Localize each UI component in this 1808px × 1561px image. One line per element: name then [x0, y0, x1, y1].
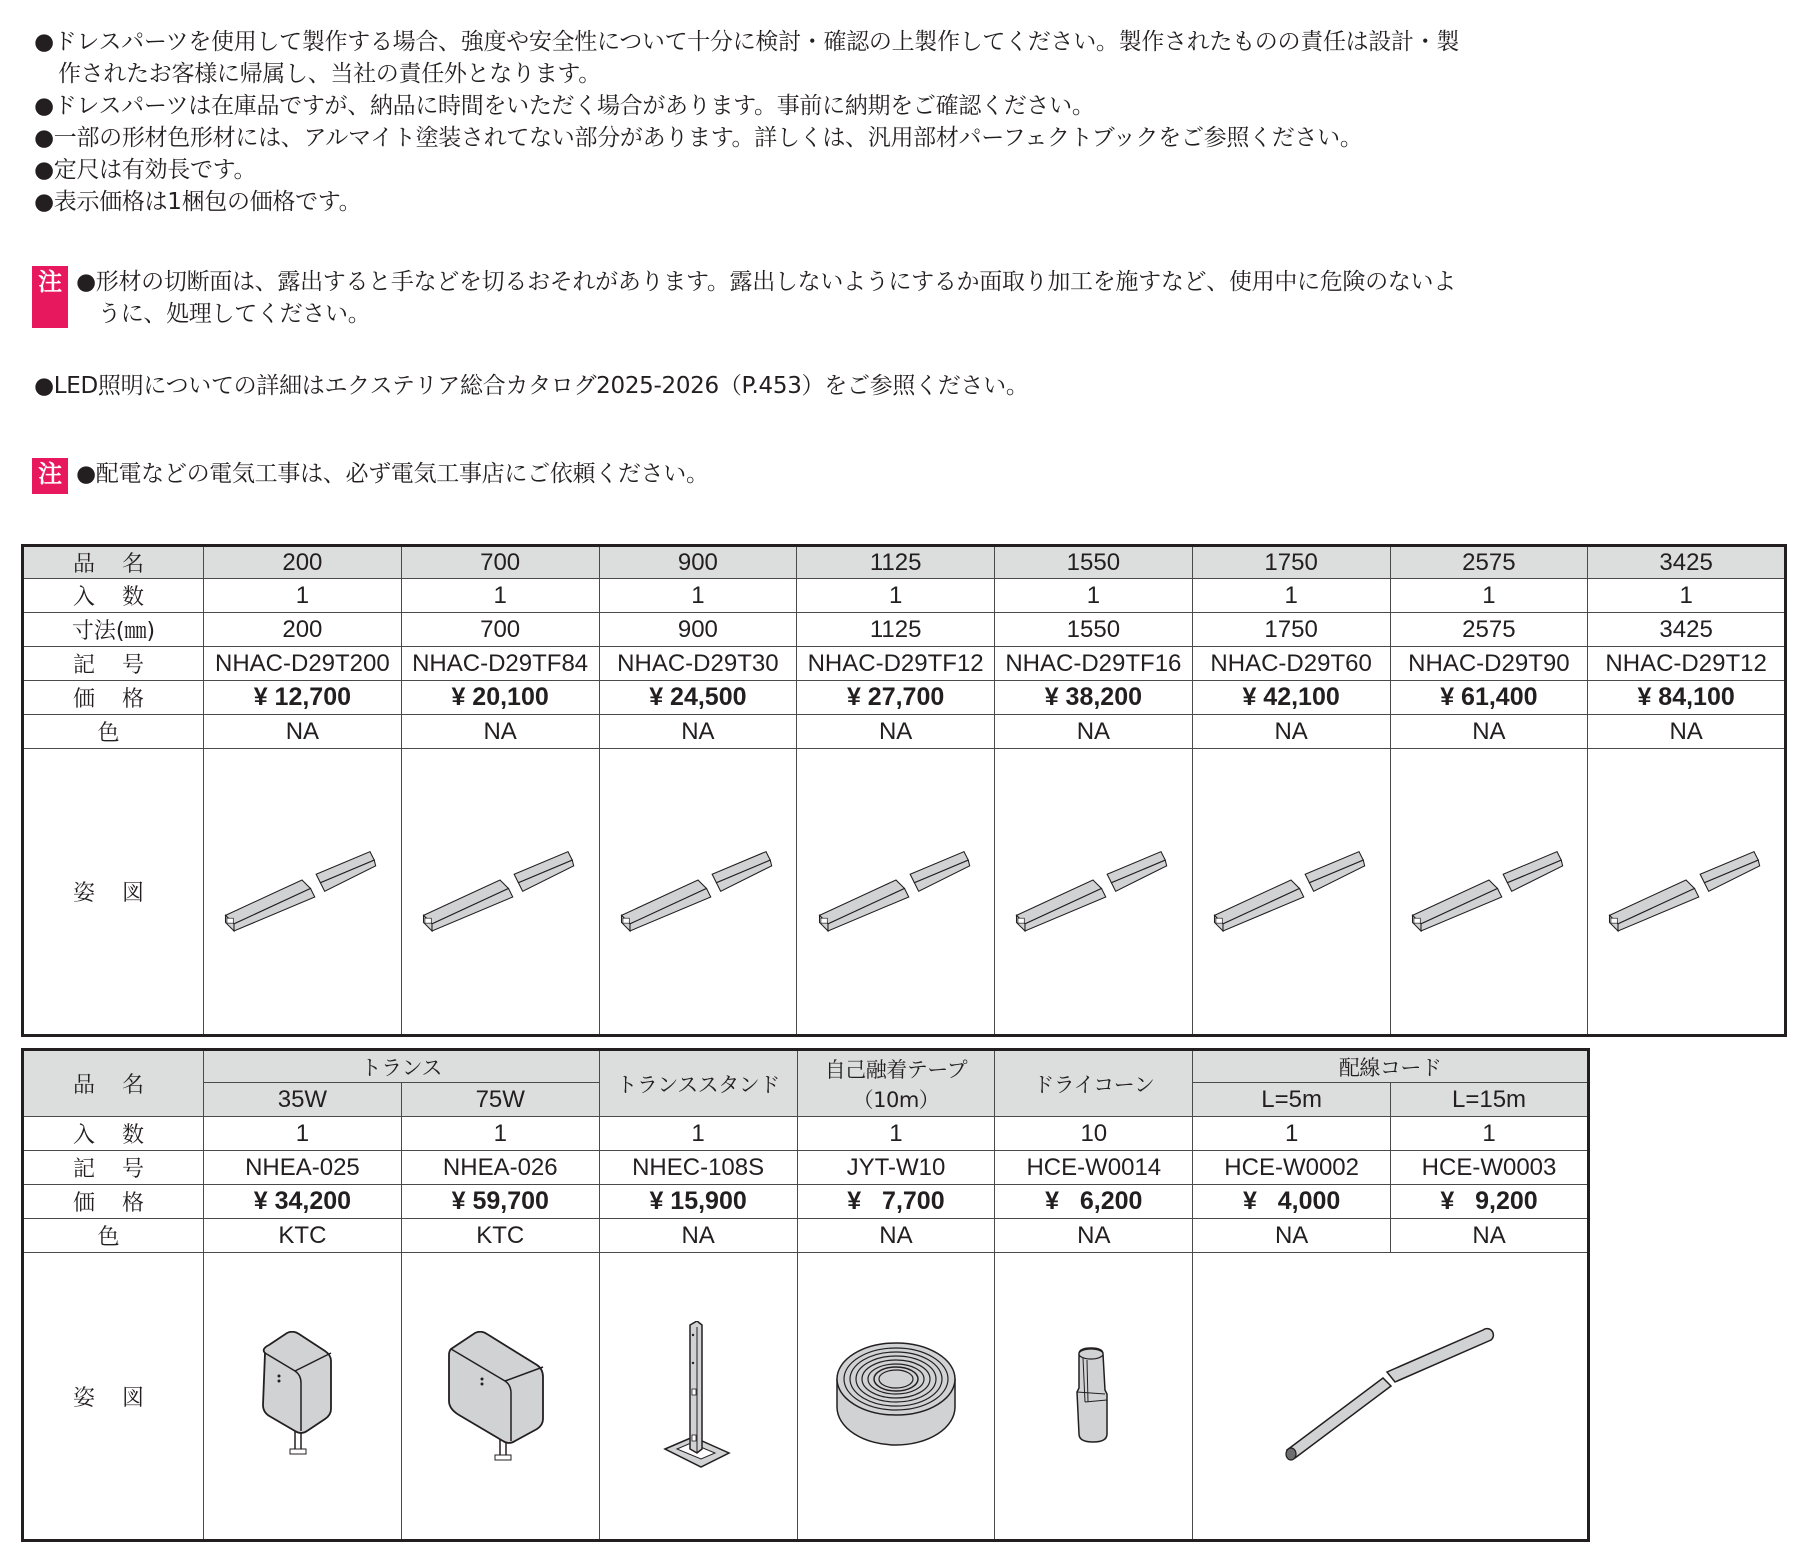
cell-price: ¥ 20,100 [401, 681, 599, 715]
cell-name: 1550 [995, 546, 1193, 579]
row-color [23, 1219, 1589, 1253]
cell-qty: 1 [1192, 579, 1390, 613]
cell-price: ¥ 9,200 [1391, 1185, 1589, 1219]
cell-size: 200 [204, 613, 402, 647]
label-quantity: 入 数 [23, 579, 204, 613]
cell-size: 2575 [1390, 613, 1588, 647]
row-product-name [23, 546, 1786, 579]
wiring-cord-illustration [1193, 1253, 1589, 1541]
tape-length: （10m） [852, 1087, 940, 1112]
cell-code: NHAC-D29T12 [1588, 647, 1786, 681]
cell-price: ¥ 15,900 [599, 1185, 797, 1219]
group-wiring-cord: 配線コード [1193, 1050, 1589, 1083]
cell-size: 1750 [1192, 613, 1390, 647]
cell-code: HCE-W0014 [995, 1151, 1193, 1185]
row-price [23, 1185, 1589, 1219]
cell-size: 1125 [797, 613, 995, 647]
cell-qty: 1 [401, 579, 599, 613]
warning-electrical [32, 458, 709, 494]
cell-sub: L=15m [1391, 1083, 1589, 1117]
cell-color: NA [797, 715, 995, 749]
row-code [23, 647, 1786, 681]
cell-code: NHEC-108S [599, 1151, 797, 1185]
cell-qty: 1 [1390, 579, 1588, 613]
cell-name: 200 [204, 546, 402, 579]
led-bar-illustration [204, 749, 402, 1036]
row-quantity [23, 1117, 1589, 1151]
cell-color: NA [1391, 1219, 1589, 1253]
general-notes [34, 26, 1594, 218]
cell-qty: 1 [599, 579, 797, 613]
label-figure: 姿 図 [23, 749, 204, 1036]
cell-price: ¥ 24,500 [599, 681, 797, 715]
tape-title: 自己融着テープ [824, 1057, 968, 1082]
cell-qty: 1 [204, 579, 402, 613]
row-figure [23, 1253, 1589, 1541]
cell-code: NHEA-025 [204, 1151, 402, 1185]
cell-code: JYT-W10 [797, 1151, 995, 1185]
accessories-spec-table [21, 1048, 1590, 1542]
cell-color: NA [204, 715, 402, 749]
led-bar-illustration [1588, 749, 1786, 1036]
row-figure [23, 749, 1786, 1036]
label-product-name: 品 名 [23, 1050, 204, 1117]
cell-color: NA [995, 715, 1193, 749]
cell-sub: 35W [204, 1083, 402, 1117]
label-size: 寸法(㎜) [23, 613, 204, 647]
label-quantity: 入 数 [23, 1117, 204, 1151]
note-line: ●定尺は有効長です。 [34, 157, 257, 183]
cell-qty: 1 [995, 579, 1193, 613]
label-price: 価 格 [23, 681, 204, 715]
cell-size: 3425 [1588, 613, 1786, 647]
cell-price: ¥ 6,200 [995, 1185, 1193, 1219]
cell-name: 1125 [797, 546, 995, 579]
label-color: 色 [23, 715, 204, 749]
cell-color: NA [1193, 1219, 1391, 1253]
dry-cone-illustration [995, 1253, 1193, 1541]
note-line: ●ドレスパーツは在庫品ですが、納品に時間をいただく場合があります。事前に納期をご確認ください。 [34, 93, 1095, 119]
cell-color: NA [995, 1219, 1193, 1253]
row-size [23, 613, 1786, 647]
label-figure: 姿 図 [23, 1253, 204, 1541]
row-quantity [23, 579, 1786, 613]
cell-color: NA [401, 715, 599, 749]
row-code [23, 1151, 1589, 1185]
note-line: ●ドレスパーツを使用して製作する場合、強度や安全性について十分に検討・確認の上製作してください。製作されたものの責任は設計・製 [34, 29, 1460, 55]
cell-sub: L=5m [1193, 1083, 1391, 1117]
cell-size: 1550 [995, 613, 1193, 647]
warning-text: ●配電などの電気工事は、必ず電気工事店にご依頼ください。 [76, 461, 709, 487]
cell-price: ¥ 61,400 [1390, 681, 1588, 715]
cell-name: 900 [599, 546, 797, 579]
warning-cut-surface [32, 266, 1456, 330]
led-bar-illustration [599, 749, 797, 1036]
cell-qty: 1 [1588, 579, 1786, 613]
label-code: 記 号 [23, 1151, 204, 1185]
label-color: 色 [23, 1219, 204, 1253]
label-price: 価 格 [23, 1185, 204, 1219]
label-product-name: 品 名 [23, 546, 204, 579]
caution-badge: 注 [32, 458, 68, 494]
transformer-35w-illustration [204, 1253, 402, 1541]
cell-code: HCE-W0002 [1193, 1151, 1391, 1185]
cell-code: NHEA-026 [401, 1151, 599, 1185]
cell-price: ¥ 38,200 [995, 681, 1193, 715]
cell-qty: 1 [1193, 1117, 1391, 1151]
row-price [23, 681, 1786, 715]
cell-price: ¥ 34,200 [204, 1185, 402, 1219]
cell-price: ¥ 7,700 [797, 1185, 995, 1219]
cell-color: NA [1390, 715, 1588, 749]
note-line: 作されたお客様に帰属し、当社の責任外となります。 [58, 61, 601, 87]
cell-qty: 1 [204, 1117, 402, 1151]
led-bar-illustration [797, 749, 995, 1036]
cell-code: NHAC-D29TF16 [995, 647, 1193, 681]
note-line: ●一部の形材色形材には、アルマイト塗装されてない部分があります。詳しくは、汎用部材パーフェクトブックをご参照ください。 [34, 125, 1363, 151]
tape-roll-illustration [797, 1253, 995, 1541]
cell-code: NHAC-D29TF84 [401, 647, 599, 681]
group-dry-cone: ドライコーン [995, 1050, 1193, 1117]
led-bar-spec-table [21, 544, 1787, 1037]
transformer-75w-illustration [401, 1253, 599, 1541]
cell-price: ¥ 59,700 [401, 1185, 599, 1219]
cell-name: 2575 [1390, 546, 1588, 579]
cell-code: NHAC-D29T60 [1192, 647, 1390, 681]
group-transformer: トランス [204, 1050, 600, 1083]
group-transformer-stand: トランススタンド [599, 1050, 797, 1117]
cell-qty: 1 [797, 1117, 995, 1151]
cell-qty: 1 [1391, 1117, 1589, 1151]
cell-name: 3425 [1588, 546, 1786, 579]
cell-price: ¥ 4,000 [1193, 1185, 1391, 1219]
cell-code: NHAC-D29T30 [599, 647, 797, 681]
cell-color: NA [1588, 715, 1786, 749]
cell-name: 700 [401, 546, 599, 579]
cell-color: KTC [204, 1219, 402, 1253]
cell-qty: 1 [401, 1117, 599, 1151]
led-reference-note: ●LED照明についての詳細はエクステリア総合カタログ2025-2026（P.453）をご参照ください。 [34, 373, 1029, 399]
cell-code: HCE-W0003 [1391, 1151, 1589, 1185]
cell-color: NA [797, 1219, 995, 1253]
cell-color: NA [599, 715, 797, 749]
caution-badge: 注 [32, 266, 68, 328]
note-line: ●表示価格は1梱包の価格です。 [34, 189, 362, 215]
row-product-name [23, 1050, 1589, 1083]
cell-code: NHAC-D29T90 [1390, 647, 1588, 681]
cell-price: ¥ 84,100 [1588, 681, 1786, 715]
row-color [23, 715, 1786, 749]
cell-qty: 10 [995, 1117, 1193, 1151]
cell-sub: 75W [401, 1083, 599, 1117]
cell-size: 700 [401, 613, 599, 647]
led-bar-illustration [401, 749, 599, 1036]
cell-color: KTC [401, 1219, 599, 1253]
led-bar-illustration [1192, 749, 1390, 1036]
warning-text: うに、処理してください。 [98, 301, 371, 327]
cell-qty: 1 [797, 579, 995, 613]
cell-qty: 1 [599, 1117, 797, 1151]
label-code: 記 号 [23, 647, 204, 681]
cell-color: NA [1192, 715, 1390, 749]
transformer-stand-illustration [599, 1253, 797, 1541]
cell-price: ¥ 12,700 [204, 681, 402, 715]
warning-text: ●形材の切断面は、露出すると手などを切るおそれがあります。露出しないようにするか面取り加工を施すなど、使用中に危険のないよ [76, 269, 1456, 295]
cell-size: 900 [599, 613, 797, 647]
cell-color: NA [599, 1219, 797, 1253]
group-self-fusing-tape [797, 1050, 995, 1117]
cell-price: ¥ 27,700 [797, 681, 995, 715]
cell-price: ¥ 42,100 [1192, 681, 1390, 715]
led-bar-illustration [995, 749, 1193, 1036]
cell-code: NHAC-D29T200 [204, 647, 402, 681]
cell-code: NHAC-D29TF12 [797, 647, 995, 681]
led-bar-illustration [1390, 749, 1588, 1036]
cell-name: 1750 [1192, 546, 1390, 579]
